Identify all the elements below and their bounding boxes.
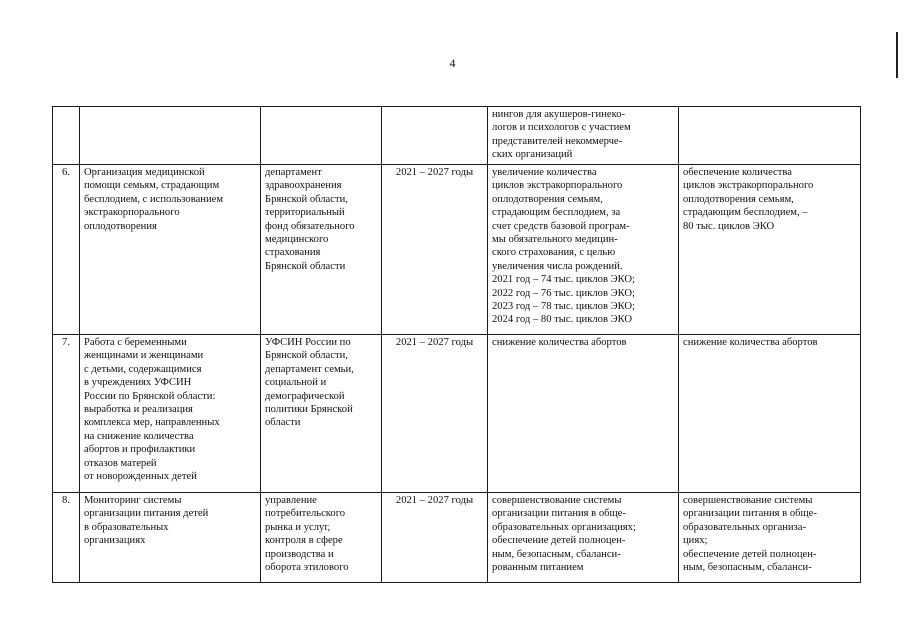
- result-cell-line: ным, безопасным, сбаланси-: [492, 548, 621, 560]
- result-cell-line: обеспечение детей полноцен-: [492, 535, 626, 547]
- period-cell: [382, 493, 488, 583]
- event-cell-line: Работа с беременными: [84, 337, 187, 348]
- result-cell: [488, 335, 679, 493]
- event-cell: [80, 335, 261, 493]
- table-row: [53, 493, 861, 583]
- executor-cell-line: оборота этилового: [265, 562, 349, 574]
- table-row: [53, 165, 861, 335]
- executor-cell-line: департамент: [265, 167, 322, 178]
- result-cell-line: рованным питанием: [492, 562, 584, 574]
- period-cell: [382, 107, 488, 165]
- row-number: [53, 493, 80, 583]
- indicator-cell-line: 80 тыс. циклов ЭКО: [683, 220, 775, 232]
- executor-cell-line: контроля в сфере: [265, 535, 343, 547]
- result-cell-line: представителей некоммерче-: [492, 135, 623, 147]
- result-cell-line: ского страхования, с целью: [492, 247, 616, 259]
- result-cell-line: циклов экстракорпорального: [492, 180, 623, 192]
- period-cell: [382, 335, 488, 493]
- event-cell-line: организации питания детей: [84, 508, 209, 520]
- indicator-cell-line: циклов экстракорпорального: [683, 180, 814, 192]
- scan-edge-mark: [896, 32, 898, 78]
- executor-cell: [261, 335, 382, 493]
- event-cell-line: Организация медицинской: [84, 167, 205, 178]
- event-cell-line: в образовательных: [84, 521, 169, 533]
- period-cell: [382, 165, 488, 335]
- executor-cell: [261, 165, 382, 335]
- result-cell-line: счет средств базовой програм-: [492, 220, 630, 232]
- executor-cell-line: демографической: [265, 390, 345, 402]
- indicator-cell-line: циях;: [683, 535, 708, 547]
- executor-cell-line: социальной и: [265, 377, 327, 389]
- executor-cell-line: медицинского: [265, 234, 329, 246]
- indicator-cell: [679, 493, 861, 583]
- table-row: [53, 335, 861, 493]
- result-cell-line: оплодотворения семьям,: [492, 193, 603, 205]
- result-cell-line: страдающим бесплодием, за: [492, 207, 621, 219]
- indicator-cell: [679, 335, 861, 493]
- result-cell-line: 2021 год – 74 тыс. циклов ЭКО;: [492, 274, 635, 286]
- result-cell-line: логов и психологов с участием: [492, 122, 631, 134]
- indicator-cell-line: образовательных организа-: [683, 521, 806, 533]
- indicator-cell-line: ным, безопасным, сбаланси-: [683, 562, 812, 574]
- executor-cell-line: рынка и услуг,: [265, 521, 331, 533]
- measures-table: [52, 106, 861, 583]
- event-cell-line: с детьми, содержащимися: [84, 363, 202, 375]
- period-cell-text: 2021 – 2027 годы: [395, 337, 474, 348]
- result-cell: [488, 107, 679, 165]
- executor-cell-line: области: [265, 417, 301, 429]
- executor-cell-line: производства и: [265, 548, 334, 560]
- result-cell-line: образовательных организациях;: [492, 521, 636, 533]
- event-cell-line: абортов и профилактики: [84, 444, 196, 456]
- result-cell-line: снижение количества абортов: [492, 337, 627, 348]
- executor-cell-line: Брянской области,: [265, 350, 348, 362]
- event-cell-line: Мониторинг системы: [84, 495, 182, 506]
- event-cell-line: помощи семьям, страдающим: [84, 180, 220, 192]
- event-cell-line: женщинами и женщинами: [84, 350, 204, 362]
- event-cell-line: на снижение количества: [84, 430, 194, 442]
- executor-cell-line: управление: [265, 495, 317, 506]
- executor-cell-line: здравоохранения: [265, 180, 342, 192]
- result-cell-line: 2024 год – 80 тыс. циклов ЭКО: [492, 314, 633, 326]
- indicator-cell-line: снижение количества абортов: [683, 337, 818, 348]
- executor-cell: [261, 107, 382, 165]
- result-cell-line: ских организаций: [492, 149, 573, 161]
- row-number-text: 8.: [62, 495, 70, 506]
- period-cell-text: 2021 – 2027 годы: [395, 167, 474, 178]
- result-cell-line: увеличения числа рождений.: [492, 260, 623, 272]
- indicator-cell-line: страдающим бесплодием, –: [683, 207, 808, 219]
- indicator-cell: [679, 165, 861, 335]
- executor-cell: [261, 493, 382, 583]
- event-cell-line: в учреждениях УФСИН: [84, 377, 192, 389]
- indicator-cell: [679, 107, 861, 165]
- indicator-cell-line: совершенствование системы: [683, 495, 813, 506]
- event-cell-line: бесплодием, с использованием: [84, 193, 224, 205]
- event-cell-line: оплодотворения: [84, 220, 157, 232]
- event-cell-line: комплекса мер, направленных: [84, 417, 220, 429]
- result-cell-line: увеличение количества: [492, 167, 597, 178]
- executor-cell-line: Брянской области,: [265, 193, 348, 205]
- row-number: [53, 165, 80, 335]
- result-cell: [488, 165, 679, 335]
- executor-cell-line: потребительского: [265, 508, 346, 520]
- result-cell-line: мы обязательного медицин-: [492, 234, 618, 246]
- executor-cell-line: фонд обязательного: [265, 220, 355, 232]
- result-cell: [488, 493, 679, 583]
- result-cell-line: нингов для акушеров-гинеко-: [492, 109, 626, 120]
- executor-cell-line: Брянской области: [265, 260, 346, 272]
- executor-cell-line: территориальный: [265, 207, 345, 219]
- executor-cell-line: департамент семьи,: [265, 363, 354, 375]
- result-cell-line: 2023 год – 78 тыс. циклов ЭКО;: [492, 301, 635, 313]
- row-number: [53, 335, 80, 493]
- table-body: [53, 107, 861, 583]
- indicator-cell-line: оплодотворения семьям,: [683, 193, 794, 205]
- event-cell: [80, 165, 261, 335]
- event-cell-line: экстракорпорального: [84, 207, 180, 219]
- row-number-text: 7.: [62, 337, 70, 348]
- table-row: [53, 107, 861, 165]
- event-cell: [80, 107, 261, 165]
- result-cell-line: совершенствование системы: [492, 495, 622, 506]
- executor-cell-line: политики Брянской: [265, 404, 353, 416]
- event-cell-line: выработка и реализация: [84, 404, 193, 416]
- page-number: 4: [449, 56, 456, 70]
- executor-cell-line: страхования: [265, 247, 321, 259]
- event-cell-line: организациях: [84, 535, 146, 547]
- indicator-cell-line: организации питания в обще-: [683, 508, 817, 520]
- event-cell-line: отказов матерей: [84, 457, 157, 469]
- executor-cell-line: УФСИН России по: [265, 337, 351, 348]
- event-cell-line: от новорожденных детей: [84, 471, 197, 483]
- event-cell-line: России по Брянской области:: [84, 390, 216, 402]
- indicator-cell-line: обеспечение детей полноцен-: [683, 548, 817, 560]
- indicator-cell-line: обеспечение количества: [683, 167, 792, 178]
- row-number: [53, 107, 80, 165]
- period-cell-text: 2021 – 2027 годы: [395, 495, 474, 506]
- result-cell-line: организации питания в обще-: [492, 508, 626, 520]
- row-number-text: 6.: [62, 167, 70, 178]
- event-cell: [80, 493, 261, 583]
- result-cell-line: 2022 год – 76 тыс. циклов ЭКО;: [492, 287, 635, 299]
